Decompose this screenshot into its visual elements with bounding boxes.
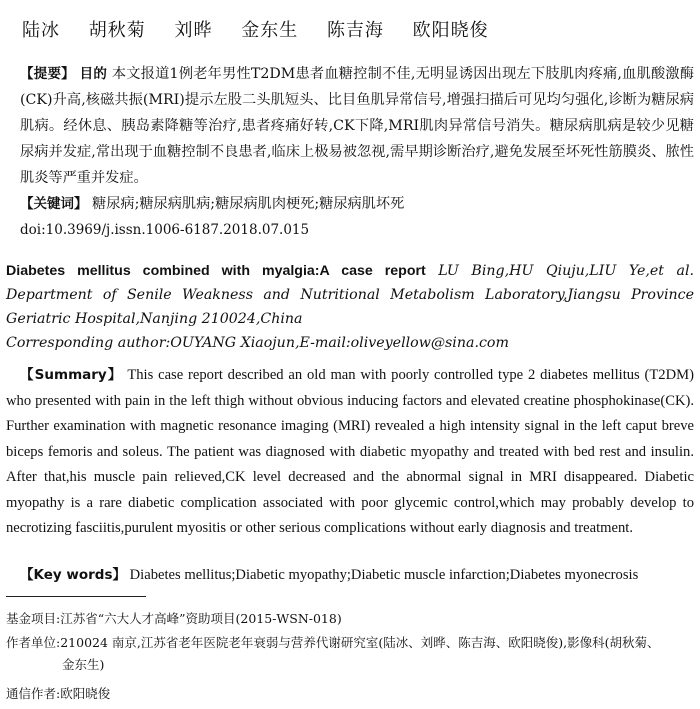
corr-label: 通信作者: [6, 686, 61, 701]
fund-label: 基金项目: [6, 611, 61, 626]
abstract-label: 【提要】 [20, 66, 75, 82]
summary-text: This case report described an old man with poorly controlled type 2 diabetes mellitus (T2DM) who presented with pain in the left thigh without obvious inducing factors and elevated creatine phosphokinase(CK). Further examination with magnetic resonance imaging (MRI) revealed a high intensity signal in the left caput breve biceps femoris and soleus. The patient was diagnosed with diabetic myopathy and treated with bed rest and insulin. After that,his muscle pain relieved,CK level decreased and the abnormal signal in MRI disappeared. Diabetic myopathy is a rare diabetic complication associated with poor glycemic control,which may probably develop to necrotizing fasciitis,purulent myositis or other serious complications without early diagnosis and treatment. [6, 367, 694, 536]
author-name: 陆冰 [22, 20, 60, 41]
unit-text: 210024 南京,江苏省老年医院老年衰弱与营养代谢研究室(陆冰、刘晔、陈吉海、欧阳晓俊),影像科(胡秋菊、 [60, 635, 660, 650]
english-title: Diabetes mellitus combined with myalgia:A case report [6, 263, 426, 279]
unit-footnote [6, 632, 696, 676]
unit-label: 作者单位: [6, 635, 61, 650]
author-name: 欧阳晓俊 [412, 20, 489, 41]
author-name: 胡秋菊 [88, 20, 146, 41]
footnote-divider [6, 596, 146, 597]
author-name: 刘晔 [174, 20, 213, 41]
corr-text: 欧阳晓俊 [60, 686, 111, 701]
english-authors-affiliation: LU Bing,HU Qiuju,LIU Ye,et al. Department of Senile Weakness and Nutritional Metabolism Laboratory,Jiangsu Province Geriatric Hospital,Nanjing 210024,China [6, 263, 694, 327]
keywords-text: 糖尿病;糖尿病肌病;糖尿病肌肉梗死;糖尿病肌坏死 [92, 196, 405, 212]
english-keywords [6, 562, 694, 588]
author-name: 金东生 [241, 20, 299, 41]
objective-label: 目的 [79, 66, 108, 82]
corr-footnote [6, 683, 696, 705]
fund-footnote [6, 608, 696, 630]
keywords-en-label: 【Key words】 [20, 567, 126, 583]
chinese-abstract [6, 61, 694, 243]
english-summary [6, 363, 694, 542]
corresponding-author: Corresponding author:OUYANG Xiaojun,E-mail:oliveyellow@sina.com [6, 335, 509, 351]
keywords-label: 【关键词】 [20, 196, 88, 212]
keywords-en-text: Diabetes mellitus;Diabetic myopathy;Diabetic muscle infarction;Diabetes myonecrosis [129, 567, 639, 583]
summary-label: 【Summary】 [20, 367, 123, 383]
author-list [22, 16, 511, 42]
fund-text: 江苏省“六大人才高峰”资助项目(2015-WSN-018) [60, 611, 342, 626]
unit-text-continued: 金东生) [62, 657, 105, 672]
doi: doi:10.3969/j.issn.1006-6187.2018.07.015 [20, 222, 310, 238]
author-name: 陈吉海 [326, 20, 384, 41]
english-header [6, 259, 694, 355]
abstract-text: 本文报道1例老年男性T2DM患者血糖控制不佳,无明显诱因出现左下肢肌肉疼痛,血肌酸激酶(CK)升高,核磁共振(MRI)提示左股二头肌短头、比目鱼肌异常信号,增强扫描后可见均匀强化,诊断为糖尿病肌病。经休息、胰岛素降糖等治疗,患者疼痛好转,CK下降,MRI肌肉异常信号消失。糖尿病肌病是较少见糖尿病并发症,常出现于血糖控制不良患者,临床上极易被忽视,需早期诊断治疗,避免发展至坏死性筋膜炎、脓性肌炎等严重并发症。 [20, 66, 695, 186]
